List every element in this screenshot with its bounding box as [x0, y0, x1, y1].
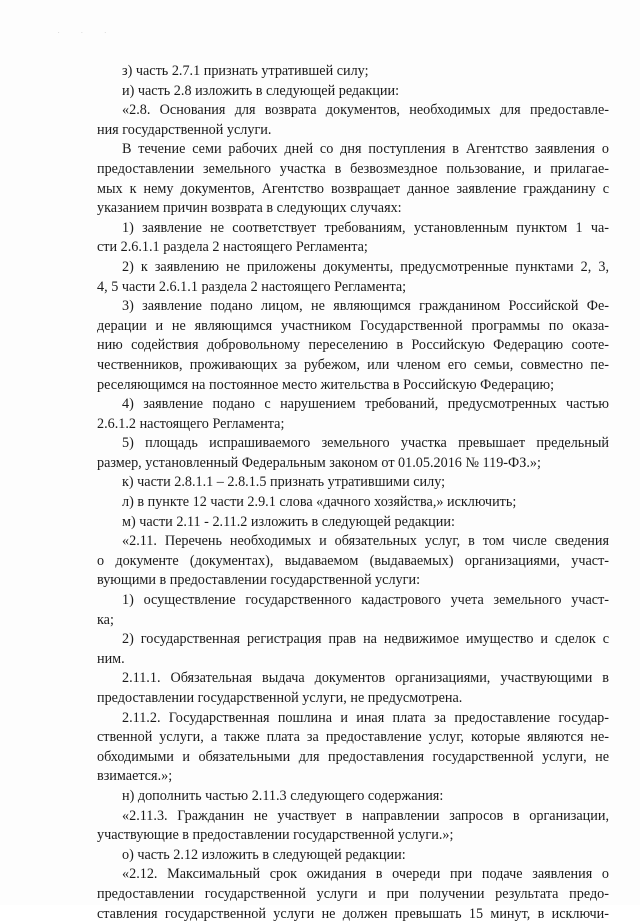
document-line: 2) к заявлению не приложены документы, предусмотренные пунктами 2, 3, [122, 258, 609, 275]
document-line: 2.6.1.2 настоящего Регламента; [97, 415, 285, 432]
document-line: ния государственной услуги. [97, 121, 272, 138]
document-line: указанием причин возврата в следующих случаях: [97, 200, 402, 217]
document-line: и) часть 2.8 изложить в следующей редакции: [122, 82, 400, 99]
document-body [97, 62, 609, 924]
document-line: 1) заявление не соответствует требованиям, установленным пунктом 1 ча- [122, 219, 609, 236]
document-line: 4) заявление подано с нарушением требований, предусмотренных частью [122, 396, 609, 413]
document-line: предоставлении государственной услуги, не предусмотрена. [97, 690, 463, 706]
document-line: з) часть 2.7.1 признать утратившей силу; [122, 63, 369, 79]
document-line: 2.11.2. Государственная пошлина и иная плата за предоставление государ- [122, 709, 609, 726]
document-line: м) части 2.11 - 2.11.2 изложить в следующей редакции: [122, 513, 455, 530]
document-line: 1) осуществление государственного кадастрового учета земельного участ- [122, 592, 609, 609]
document-line: «2.8. Основания для возврата документов, необходимых для предоставле- [122, 102, 609, 119]
document-line: ка; [97, 611, 114, 628]
document-line: «2.12. Максимальный срок ожидания в очереди при подаче заявления о [122, 866, 609, 883]
document-line: ственной услуги, а также плата за предоставление услуг, которые являются не- [97, 729, 609, 746]
document-line: сти 2.6.1.1 раздела 2 настоящего Регламента; [97, 239, 368, 256]
document-line: о документе (документах), выдаваемом (выдаваемых) организациями, участ- [97, 552, 609, 569]
document-line: В течение семи рабочих дней со дня поступления в Агентство заявления о [122, 141, 609, 158]
document-line: 2) государственная регистрация прав на недвижимое имущество и сделок с [122, 631, 609, 648]
document-line: н) дополнить частью 2.11.3 следующего содержания: [122, 787, 444, 804]
document-line: о) часть 2.12 изложить в следующей редакции: [122, 846, 406, 863]
document-line: мых к нему документов, Агентство возвращает данное заявление гражданину с [97, 180, 609, 197]
document-line: предоставлении государственной услуги и при получении результата предо- [97, 885, 609, 902]
document-line: чественников, проживающих за рубежом, или членом его семьи, совместно пе- [97, 356, 609, 373]
document-line: «2.11. Перечень необходимых и обязательных услуг, в том числе сведения [122, 533, 609, 550]
document-line: участвующие в предоставлении государственной услуги.»; [97, 827, 454, 844]
document-line: взимается.»; [97, 768, 173, 785]
document-line: обходимыми и обязательными для предоставления государственной услуги, не [97, 748, 609, 765]
document-line: вующими в предоставлении государственной услуги: [97, 572, 421, 589]
document-line: л) в пункте 12 части 2.9.1 слова «дачного хозяйства,» исключить; [122, 494, 517, 511]
scan-mark: · · · [58, 30, 116, 36]
document-line: ним. [97, 650, 125, 667]
document-line: ставления государственной услуги не должен превышать 15 минут, в исключи- [97, 905, 609, 922]
document-line: 5) площадь испрашиваемого земельного участка превышает предельный [122, 435, 609, 452]
document-line: дерации и не являющимся участником Государственной программы по оказа- [97, 317, 609, 334]
document-line: 2.11.1. Обязательная выдача документов организациями, участвующими в [122, 670, 609, 687]
document-line: 3) заявление подано лицом, не являющимся гражданином Российской Фе- [122, 298, 609, 315]
document-line: нию содействия добровольному переселению в Российскую Федерацию сооте- [97, 337, 609, 354]
document-line: размер, установленный Федеральным законом от 01.05.2016 № 119-ФЗ.»; [97, 454, 541, 471]
document-line: к) части 2.8.1.1 – 2.8.1.5 признать утратившими силу; [122, 474, 446, 491]
document-line: «2.11.3. Гражданин не участвует в направлении запросов в организации, [122, 807, 609, 824]
document-line: предоставлении земельного участка в безвозмездное пользование, и прилагае- [97, 160, 609, 177]
document-line: реселяющимся на постоянное место жительства в Российскую Федерацию; [97, 376, 555, 393]
document-line: 4, 5 части 2.6.1.1 раздела 2 настоящего Регламента; [97, 278, 407, 295]
